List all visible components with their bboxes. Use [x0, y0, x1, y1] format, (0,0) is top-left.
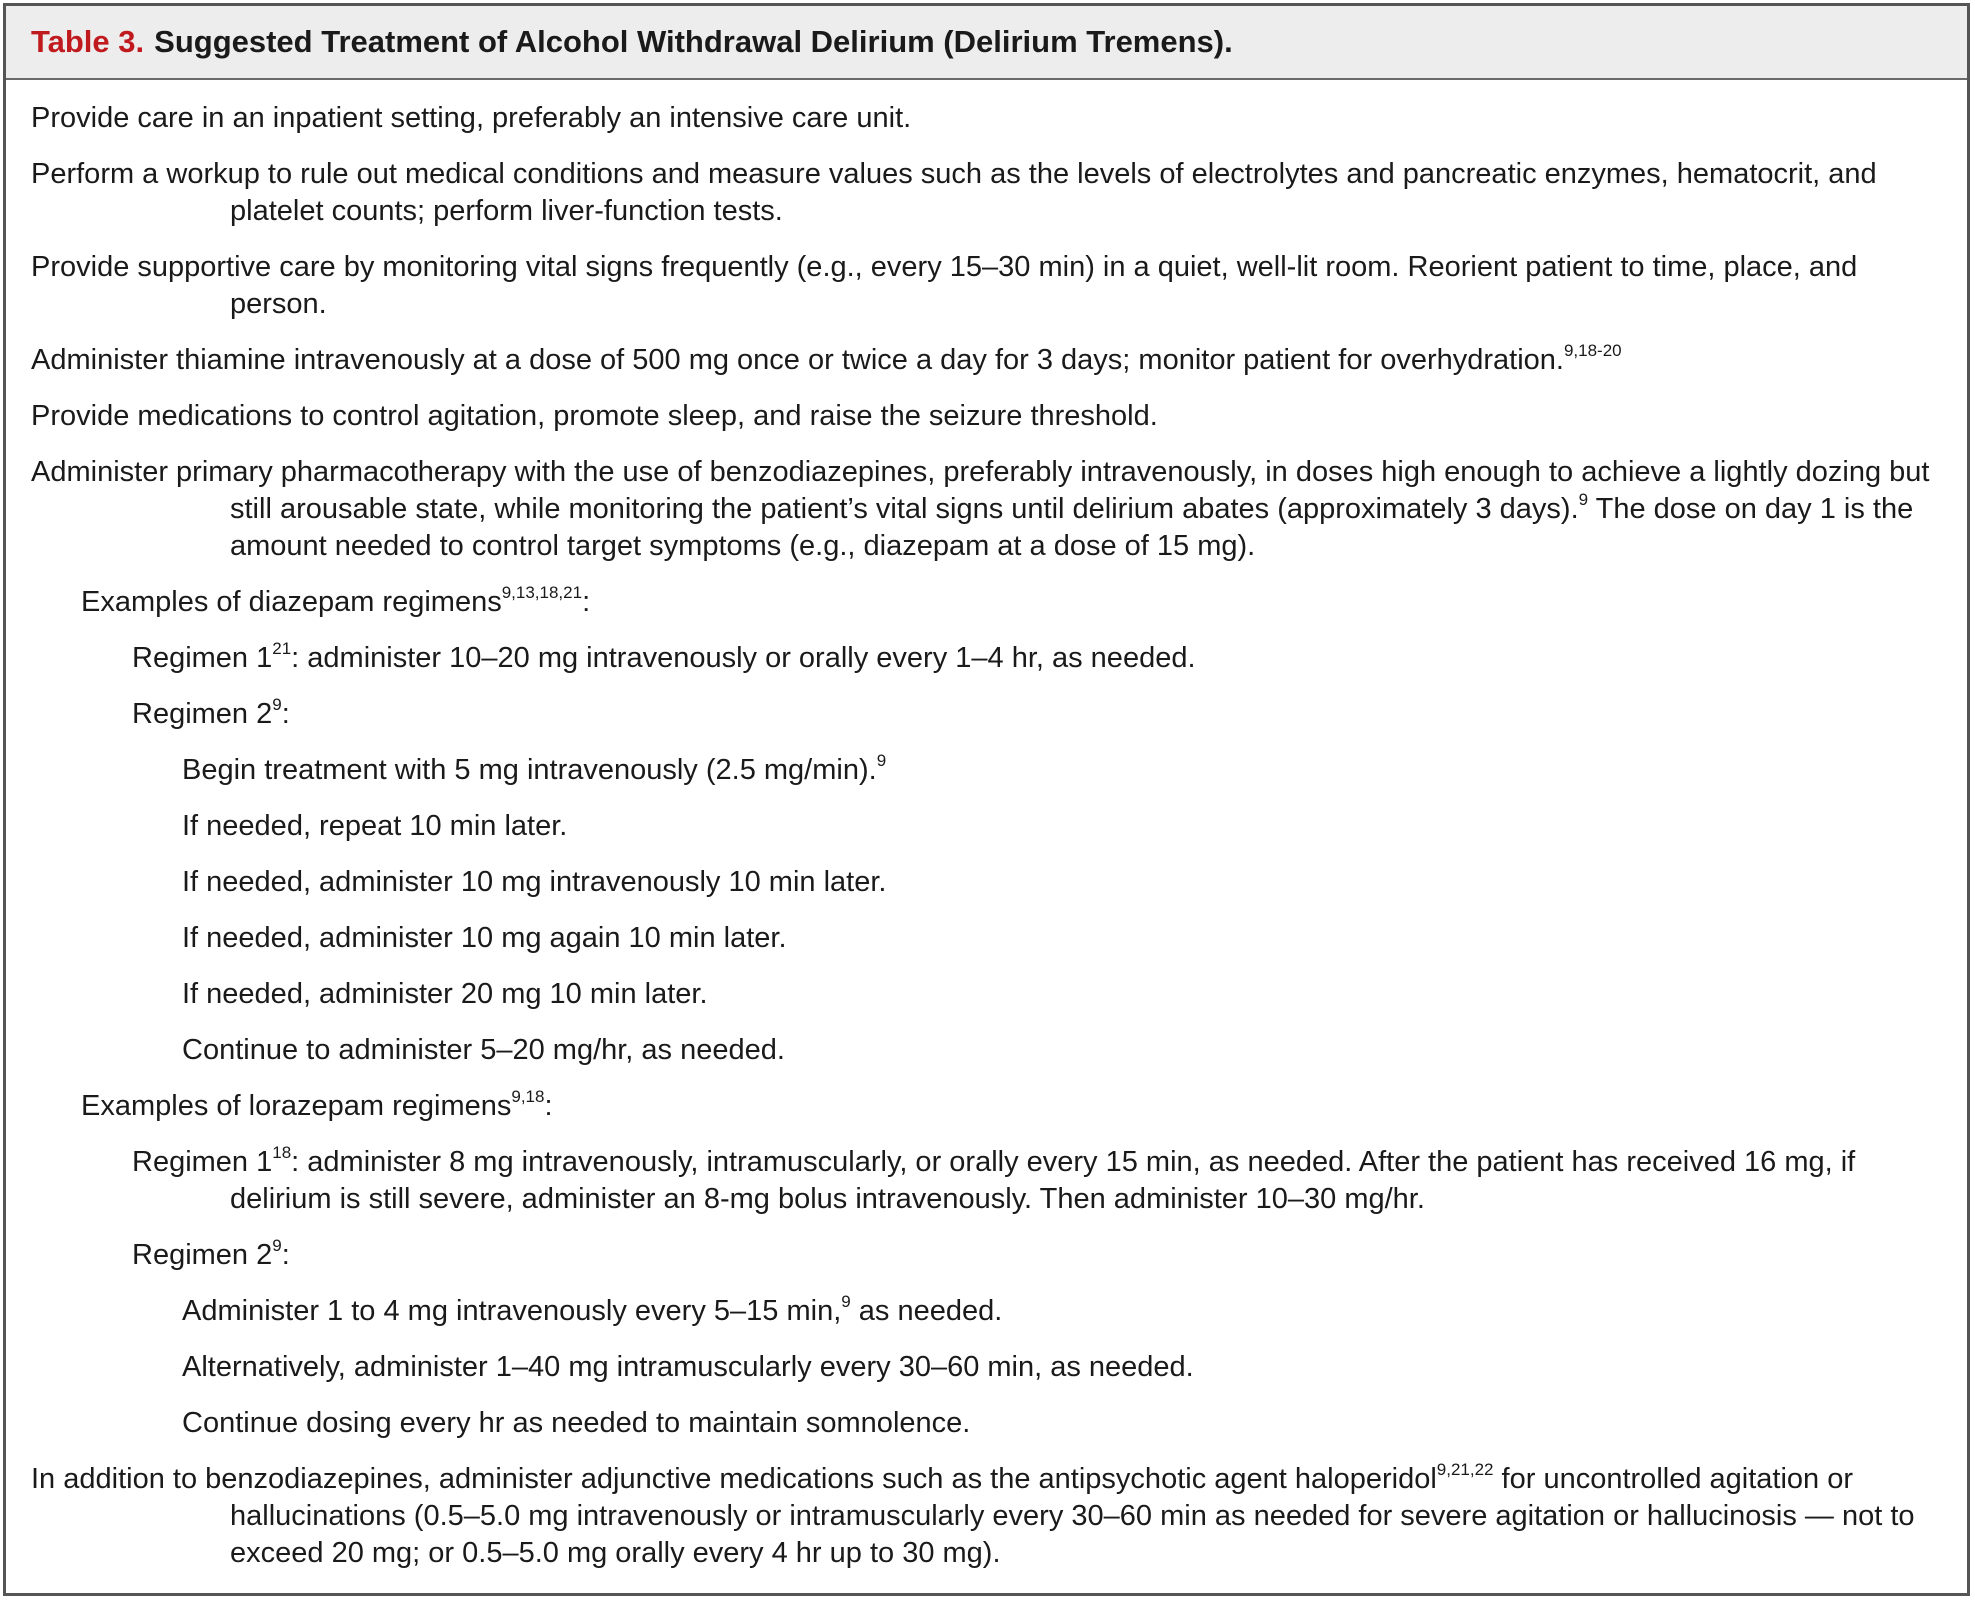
row-text: Regimen 2	[132, 698, 273, 730]
table-row	[6, 1293, 1967, 1330]
row-text: Provide supportive care by monitoring vital signs frequently (e.g., every 15–30 min) in a quiet, well-lit room. Reorient patient to time, place, and person.	[31, 251, 1858, 320]
row-text: Provide care in an inpatient setting, preferably an intensive care unit.	[31, 102, 912, 134]
table-row	[6, 342, 1967, 379]
row-text: for uncontrolled agitation or hallucinations (0.5–5.0 mg intravenously or intramuscularly every 30–60 min as needed for severe agitation or hallucinosis — not to exceed 20 mg; or 0.5–5.0 mg orally every 4 hr up to 30 mg).	[230, 1463, 1915, 1569]
row-text: Continue dosing every hr as needed to maintain somnolence.	[182, 1407, 971, 1439]
citation-superscript: 9,18	[511, 1087, 545, 1106]
table-title: Suggested Treatment of Alcohol Withdrawal Delirium (Delirium Tremens).	[154, 24, 1233, 59]
row-text: : administer 8 mg intravenously, intramuscularly, or orally every 15 min, as needed. After the patient has received 16 mg, if delirium is still severe, administer an 8-mg bolus intravenously. Then administer 10–30 mg/hr.	[230, 1146, 1856, 1215]
row-text: :	[582, 586, 591, 618]
row-text: The dose on day 1 is the amount needed to control target symptoms (e.g., diazepam at a dose of 15 mg).	[230, 493, 1914, 562]
row-text: Regimen 2	[132, 1239, 273, 1271]
table-row	[6, 1088, 1967, 1125]
citation-superscript: 9	[272, 695, 282, 714]
citation-superscript: 9,13,18,21	[501, 583, 583, 602]
table-row	[6, 1405, 1967, 1442]
citation-superscript: 9	[272, 1236, 282, 1255]
row-text: If needed, administer 10 mg intravenously 10 min later.	[182, 866, 887, 898]
table-row	[6, 640, 1967, 677]
row-text: If needed, administer 20 mg 10 min later.	[182, 978, 708, 1010]
row-text: Alternatively, administer 1–40 mg intramuscularly every 30–60 min, as needed.	[182, 1351, 1194, 1383]
row-text: Regimen 1	[132, 642, 273, 674]
row-text: Continue to administer 5–20 mg/hr, as needed.	[182, 1034, 785, 1066]
table-row	[6, 1349, 1967, 1386]
table-row	[6, 864, 1967, 901]
table-row	[6, 1144, 1967, 1218]
table-row	[6, 584, 1967, 621]
table-row	[6, 454, 1967, 565]
row-text: In addition to benzodiazepines, administer adjunctive medications such as the antipsychotic agent haloperidol	[31, 1463, 1437, 1495]
citation-superscript: 9	[841, 1292, 851, 1311]
table-row	[6, 752, 1967, 789]
table-row	[6, 398, 1967, 435]
row-text: Begin treatment with 5 mg intravenously (2.5 mg/min).	[182, 754, 877, 786]
table-row	[6, 249, 1967, 323]
table-header	[6, 6, 1967, 80]
row-text: Perform a workup to rule out medical conditions and measure values such as the levels of electrolytes and pancreatic enzymes, hematocrit, and platelet counts; perform liver-function tests.	[31, 158, 1877, 227]
row-text: :	[544, 1090, 553, 1122]
row-text: : administer 10–20 mg intravenously or orally every 1–4 hr, as needed.	[291, 642, 1196, 674]
row-text: Administer 1 to 4 mg intravenously every 5–15 min,	[182, 1295, 842, 1327]
table-body	[6, 80, 1967, 1572]
row-text: Examples of lorazepam regimens	[81, 1090, 512, 1122]
row-text: :	[281, 698, 290, 730]
row-text: as needed.	[850, 1295, 1003, 1327]
citation-superscript: 18	[272, 1143, 292, 1162]
row-text: Regimen 1	[132, 1146, 273, 1178]
citation-superscript: 9,21,22	[1436, 1460, 1494, 1479]
row-text: If needed, administer 10 mg again 10 min later.	[182, 922, 787, 954]
table-row	[6, 100, 1967, 137]
row-text: :	[281, 1239, 290, 1271]
table-row	[6, 696, 1967, 733]
row-text: Examples of diazepam regimens	[81, 586, 502, 618]
table-row	[6, 808, 1967, 845]
table-frame	[3, 3, 1970, 1596]
table-label: Table 3.	[31, 24, 145, 59]
table-row	[6, 1032, 1967, 1069]
row-text: If needed, repeat 10 min later.	[182, 810, 568, 842]
citation-superscript: 21	[272, 639, 292, 658]
row-text: Administer primary pharmacotherapy with the use of benzodiazepines, preferably intravenously, in doses high enough to achieve a lightly dozing but still arousable state, while monitoring the patient’s vital signs until delirium abates (approximately 3 days).	[31, 456, 1930, 525]
citation-superscript: 9	[876, 751, 887, 770]
table-row	[6, 976, 1967, 1013]
citation-superscript: 9	[1578, 490, 1589, 509]
citation-superscript: 9,18-20	[1563, 341, 1622, 360]
row-text: Administer thiamine intravenously at a dose of 500 mg once or twice a day for 3 days; monitor patient for overhydration.	[31, 344, 1564, 376]
table-row	[6, 920, 1967, 957]
table-row	[6, 1461, 1967, 1572]
row-text: Provide medications to control agitation, promote sleep, and raise the seizure threshold.	[31, 400, 1158, 432]
table-row	[6, 1237, 1967, 1274]
table-row	[6, 156, 1967, 230]
